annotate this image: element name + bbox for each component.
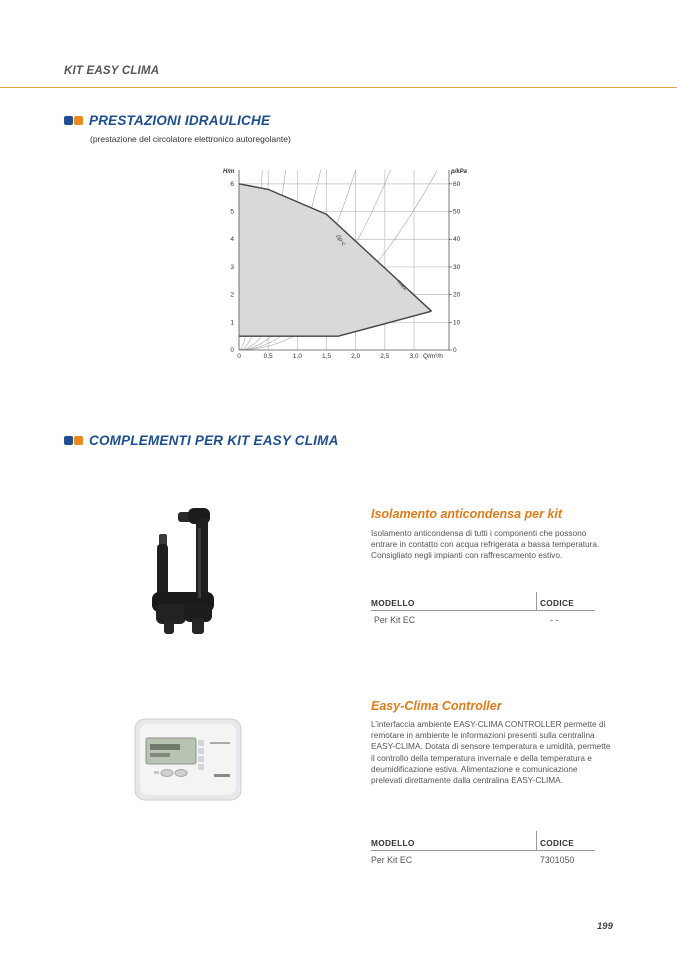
- chart-ytick-left: 5: [230, 208, 234, 216]
- chart-ylabel-right: p/kPa: [451, 169, 468, 175]
- chart-ytick-left: 6: [230, 180, 234, 188]
- table-header-codice: CODICE: [540, 598, 575, 608]
- chart-xtick: 2,5: [380, 353, 390, 360]
- table-column-divider: [536, 831, 537, 850]
- chart-ytick-left: 0: [230, 347, 234, 354]
- chart-ytick-right: 60: [453, 180, 461, 188]
- product-title-controller: Easy-Clima Controller: [371, 699, 502, 713]
- table-header-modello: MODELLO: [371, 838, 415, 848]
- chart-ytick-right: 0: [453, 347, 457, 354]
- chart-area-fill: [239, 184, 432, 336]
- controller-device-image: [134, 716, 242, 802]
- chart-ytick-right: 50: [453, 208, 461, 216]
- chart-ytick-left: 3: [230, 263, 234, 271]
- table-cell-code: 7301050: [540, 855, 575, 865]
- product-description-isolamento: Isolamento anticondensa di tutti i componenti che possono entrare in contatto con acqua refrigerata a bassa temperatura. Consigliato negli impianti con raffrescamento estivo.: [371, 528, 600, 561]
- header-divider: [0, 87, 677, 88]
- table-column-divider: [536, 592, 537, 610]
- chart-ytick-left: 4: [230, 236, 234, 244]
- section-subtitle: (prestazione del circolatore elettronico autoregolante): [90, 134, 291, 144]
- table-header-rule: [371, 610, 595, 611]
- page-number: 199: [597, 921, 613, 932]
- chart-ytick-right: 30: [453, 263, 461, 271]
- table-header-rule: [371, 850, 595, 851]
- chart-annotation-dpc: Δp-c: [334, 233, 347, 248]
- section-bullet-icon: [64, 436, 84, 446]
- chart-ytick-right: 40: [453, 236, 461, 244]
- insulation-kit-image: [140, 500, 220, 645]
- table-cell-code: - -: [550, 615, 559, 625]
- header-title: KIT EASY CLIMA: [64, 65, 160, 77]
- table-header-codice: CODICE: [540, 838, 575, 848]
- chart-ytick-left: 1: [230, 319, 234, 327]
- chart-xtick: 3,0: [409, 353, 419, 360]
- chart-ylabel-left: H/m: [223, 169, 235, 175]
- section-bullet-icon: [64, 116, 84, 126]
- chart-xtick: 1,5: [321, 353, 332, 360]
- product-description-controller: L’interfaccia ambiente EASY-CLIMA CONTROLLER permette di remotare in ambiente le informazioni presenti sulla centralina EASY-CLIMA. Dotata di sensore temperatura e umidità, permette il controllo della temperatura invernale e della temperatura e deumidificazione estiva. Alimentazione e comunicazione prelevati direttamente dalla centralina EASY-CLIMA.: [371, 719, 611, 786]
- chart-ytick-right: 10: [453, 319, 461, 327]
- product-title-isolamento: Isolamento anticondensa per kit: [371, 507, 563, 521]
- table-cell-model: Per Kit EC: [371, 855, 413, 865]
- pump-performance-chart: [215, 160, 475, 365]
- chart-xtick: 0,5: [263, 353, 273, 360]
- section-title-complementi: COMPLEMENTI PER KIT EASY CLIMA: [89, 433, 339, 448]
- table-cell-model: Per Kit EC: [374, 615, 416, 625]
- chart-ytick-left: 2: [230, 291, 234, 299]
- chart-xlabel: Q/m³/h: [423, 353, 443, 360]
- section-title-prestazioni: PRESTAZIONI IDRAULICHE: [89, 113, 271, 128]
- table-header-modello: MODELLO: [371, 598, 415, 608]
- chart-xtick: 0: [237, 353, 241, 360]
- chart-annotation-max: max.: [395, 279, 409, 294]
- chart-xtick: 1,0: [292, 353, 302, 360]
- chart-xtick: 2,0: [351, 353, 361, 360]
- chart-ytick-right: 20: [453, 291, 461, 299]
